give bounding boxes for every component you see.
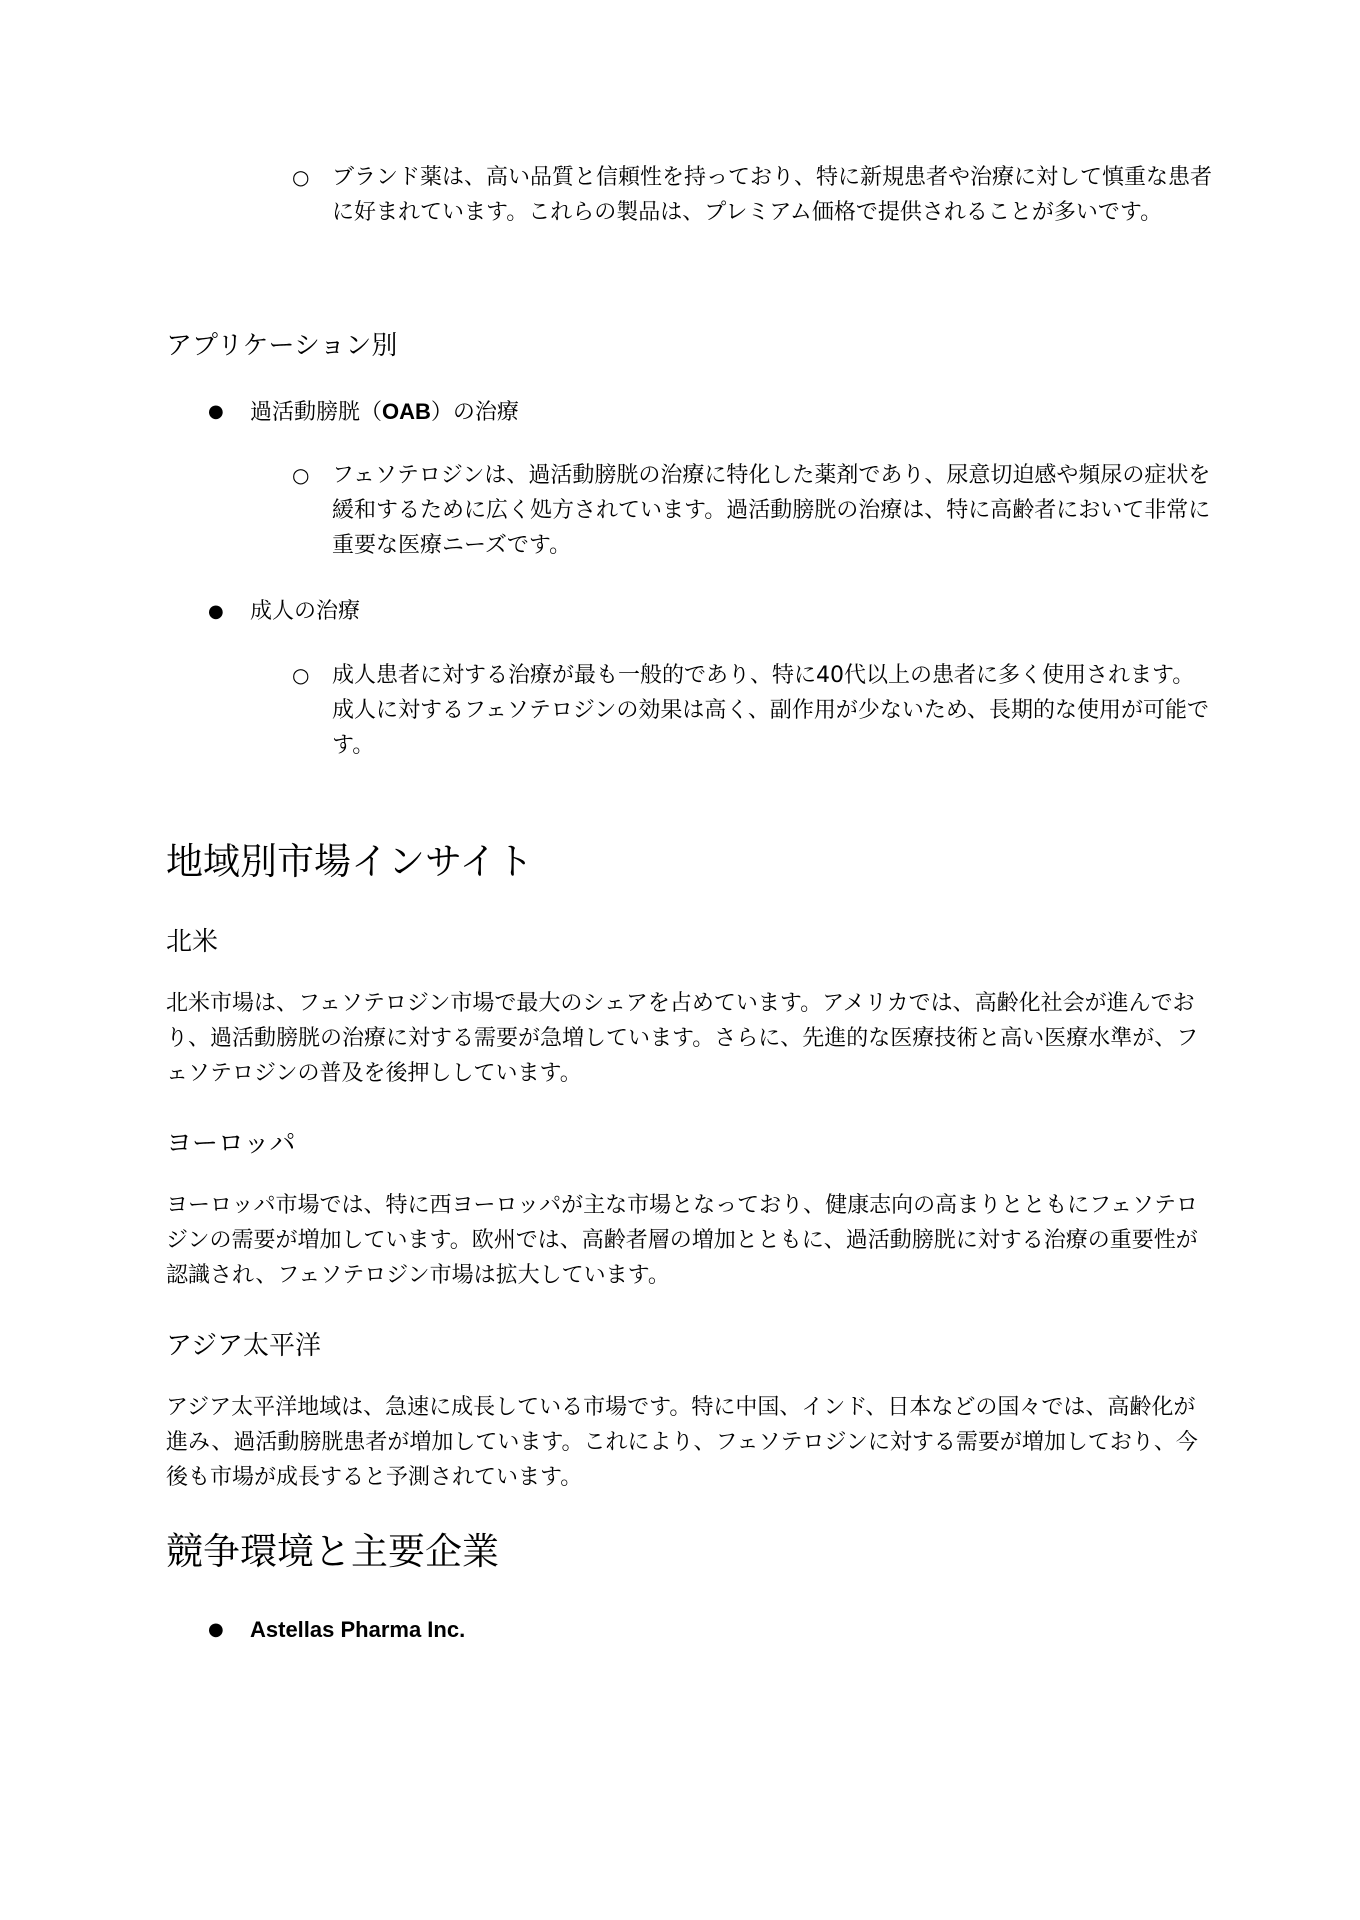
oab-label-suffix: ）の治療 — [430, 400, 519, 425]
application-item-oab-detail — [292, 458, 1212, 563]
circle-marker: ○ — [292, 663, 310, 687]
oab-detail-text: フェソテロジンは、過活動膀胱の治療に特化した薬剤であり、尿意切迫感や頻尿の症状を緩和するために広く処方されています。過活動膀胱の治療は、特に高齢者において非常に重要な医療ニーズです。 — [332, 463, 1211, 558]
bullet-marker: ● — [208, 601, 224, 622]
application-item-oab — [208, 394, 1208, 430]
application-heading: アプリケーション別 — [166, 331, 398, 361]
brand-drug-note-text: ブランド薬は、高い品質と信頼性を持っており、特に新規患者や治療に対して慎重な患者に好まれています。これらの製品は、プレミアム価格で提供されることが多いです。 — [332, 165, 1213, 225]
region-text-north-america: 北米市場は、フェソテロジン市場で最大のシェアを占めています。アメリカでは、高齢化社会が進んでおり、過活動膀胱の治療に対する需要が急増しています。さらに、先進的な医療技術と高い医療水準が、フェソテロジンの普及を後押ししています。 — [166, 991, 1199, 1086]
company-item — [208, 1612, 1208, 1647]
company-name: Astellas Pharma Inc. — [250, 1617, 466, 1642]
circle-marker: ○ — [292, 463, 310, 487]
region-text-europe: ヨーロッパ市場では、特に西ヨーロッパが主な市場となっており、健康志向の高まりとともにフェソテロジンの需要が増加しています。欧州では、高齢者層の増加とともに、過活動膀胱に対する治療の重要性が認識され、フェソテロジン市場は拡大しています。 — [166, 1193, 1199, 1288]
competition-heading: 競争環境と主要企業 — [166, 1530, 499, 1573]
application-item-adult-detail — [292, 658, 1212, 763]
oab-label-prefix: 過活動膀胱（ — [250, 400, 383, 425]
application-item-adult-label: 成人の治療 — [250, 599, 361, 624]
oab-label-abbr: OAB — [382, 399, 431, 424]
bullet-marker: ● — [208, 1619, 224, 1640]
bullet-marker: ● — [208, 401, 224, 422]
regional-heading: 地域別市場インサイト — [166, 840, 534, 883]
circle-marker: ○ — [292, 165, 310, 189]
region-text-asia-pacific: アジア太平洋地域は、急速に成長している市場です。特に中国、インド、日本などの国々では、高齢化が進み、過活動膀胱患者が増加しています。これにより、フェソテロジンに対する需要が増加しており、今後も市場が成長すると予測されています。 — [166, 1395, 1198, 1490]
brand-drug-note — [292, 160, 1212, 230]
application-item-oab-label — [250, 394, 1208, 430]
application-item-adult — [208, 594, 1208, 629]
adult-detail-text: 成人患者に対する治療が最も一般的であり、特に40代以上の患者に多く使用されます。成人に対するフェソテロジンの効果は高く、副作用が少ないため、長期的な使用が可能です。 — [332, 663, 1210, 758]
region-heading-asia-pacific: アジア太平洋 — [166, 1331, 321, 1361]
region-heading-europe: ヨーロッパ — [166, 1129, 296, 1159]
region-heading-north-america: 北米 — [166, 927, 219, 957]
